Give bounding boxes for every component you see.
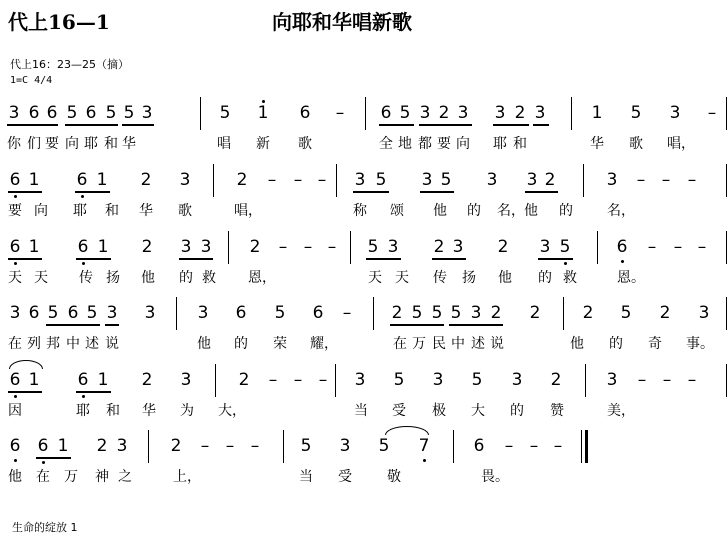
lyric: 向: [34, 203, 48, 219]
lyric: 的: [234, 336, 248, 352]
note: 2: [141, 237, 153, 257]
note: 6: [77, 370, 89, 390]
note: 3: [200, 237, 212, 257]
note: 3: [180, 370, 192, 390]
note: 6: [28, 303, 40, 323]
key-signature: 1=C 4/4: [10, 75, 53, 86]
lyric: 大，: [218, 403, 246, 419]
note: –: [637, 370, 647, 390]
lyric: 受: [338, 469, 352, 485]
note: 3: [387, 237, 399, 257]
lyric: 赞: [550, 403, 564, 419]
lyric: 他: [498, 270, 512, 286]
lyric: 和: [105, 203, 119, 219]
score-line: [0, 170, 728, 240]
lyric: 扬: [462, 270, 476, 286]
note: 3: [539, 237, 551, 257]
lyric: 地: [398, 136, 412, 152]
note: 6: [380, 103, 392, 123]
note: 3: [669, 103, 681, 123]
note: 3: [354, 370, 366, 390]
lyric: 耶: [493, 136, 507, 152]
lyric: 全: [379, 136, 393, 152]
lyric: 当: [354, 403, 368, 419]
note: 5: [411, 303, 423, 323]
beam-underline: [420, 191, 454, 193]
note: 2: [490, 303, 502, 323]
note: –: [317, 170, 327, 190]
note: 6: [299, 103, 311, 123]
lyric: 事。: [686, 336, 714, 352]
note: 1: [97, 237, 109, 257]
lyric: 传: [433, 270, 447, 286]
note: 3: [8, 103, 20, 123]
lyric: 天: [34, 270, 48, 286]
note: –: [661, 170, 671, 190]
final-bar-line-thin: [581, 430, 582, 463]
lyric: 唱，: [234, 203, 262, 219]
note: –: [647, 237, 657, 257]
octave-dot-below: [81, 195, 84, 198]
lyric: 的: [559, 203, 573, 219]
beam-underline: [419, 124, 472, 126]
note: 3: [9, 303, 21, 323]
beam-underline: [390, 324, 444, 326]
note: –: [504, 436, 514, 456]
bar-line: [585, 364, 586, 397]
lyric: 天: [395, 270, 409, 286]
note: 3: [180, 237, 192, 257]
note: –: [553, 436, 563, 456]
note: 5: [440, 170, 452, 190]
note: 3: [339, 436, 351, 456]
beam-underline: [432, 258, 466, 260]
lyric: 的: [467, 203, 481, 219]
note: 2: [238, 370, 250, 390]
lyric: 的: [609, 336, 623, 352]
lyric: 天: [8, 270, 22, 286]
note: 6: [312, 303, 324, 323]
lyric: 救: [563, 270, 577, 286]
note: 6: [46, 103, 58, 123]
lyric: 荣: [273, 336, 287, 352]
note: 6: [85, 103, 97, 123]
lyric: 他: [524, 203, 538, 219]
note: 3: [106, 303, 118, 323]
note: 3: [526, 170, 538, 190]
octave-dot-above: [262, 100, 265, 103]
octave-dot-below: [423, 459, 426, 462]
beam-underline: [8, 191, 42, 193]
beam-underline: [525, 191, 558, 193]
lyric: 他: [197, 336, 211, 352]
note: 3: [452, 237, 464, 257]
lyric: 之: [118, 469, 132, 485]
note: 5: [300, 436, 312, 456]
beam-underline: [379, 124, 414, 126]
note: 5: [559, 237, 571, 257]
lyric: 恩，: [248, 270, 276, 286]
lyric: 华: [590, 136, 604, 152]
octave-dot-below: [14, 395, 17, 398]
bar-line: [583, 164, 584, 197]
note: 2: [236, 170, 248, 190]
beam-underline: [493, 124, 529, 126]
lyric: 华: [139, 203, 153, 219]
note: –: [529, 436, 539, 456]
lyric: 因: [8, 403, 22, 419]
note: –: [636, 170, 646, 190]
bar-line: [176, 297, 177, 330]
note: 3: [470, 303, 482, 323]
note: 6: [616, 237, 628, 257]
note: 3: [494, 103, 506, 123]
note: 6: [37, 436, 49, 456]
footer-caption: 生命的绽放 1: [12, 521, 78, 534]
lyric: 神: [95, 469, 109, 485]
note: 2: [550, 370, 562, 390]
note: 3: [606, 170, 618, 190]
beam-underline: [8, 258, 42, 260]
note: 2: [433, 237, 445, 257]
note: 2: [96, 436, 108, 456]
bar-line: [453, 430, 454, 463]
note: 1: [97, 370, 109, 390]
score-line: [0, 237, 728, 307]
note: 1: [28, 237, 40, 257]
note: 6: [235, 303, 247, 323]
bar-line: [350, 231, 351, 264]
beam-underline: [449, 324, 503, 326]
lyric: 在: [8, 336, 22, 352]
bar-line: [213, 164, 214, 197]
note: 3: [534, 103, 546, 123]
note: 3: [486, 170, 498, 190]
bar-line: [597, 231, 598, 264]
lyric: 在: [36, 469, 50, 485]
note: 1: [257, 103, 269, 123]
lyric: 大: [471, 403, 485, 419]
note: 2: [514, 103, 526, 123]
note: 7: [418, 436, 430, 456]
note: 1: [591, 103, 603, 123]
lyric: 救: [202, 270, 216, 286]
octave-dot-below: [14, 262, 17, 265]
note: 2: [497, 237, 509, 257]
note: –: [267, 170, 277, 190]
lyric: 奇: [648, 336, 662, 352]
note: 5: [219, 103, 231, 123]
lyric: 耀，: [310, 336, 338, 352]
note: 5: [123, 103, 135, 123]
lyric: 的: [538, 270, 552, 286]
note: –: [200, 436, 210, 456]
note: 2: [544, 170, 556, 190]
lyric: 要: [437, 136, 451, 152]
lyric: 你: [7, 136, 21, 152]
lyric: 畏。: [481, 469, 509, 485]
beam-underline: [105, 324, 119, 326]
note: 3: [116, 436, 128, 456]
note: 5: [66, 103, 78, 123]
beam-underline: [65, 124, 118, 126]
score-line: [0, 436, 728, 506]
lyric: 他: [433, 203, 447, 219]
note: 2: [170, 436, 182, 456]
note: –: [327, 237, 337, 257]
note: 6: [77, 237, 89, 257]
octave-dot-below: [14, 459, 17, 462]
bar-line: [283, 430, 284, 463]
note: –: [687, 170, 697, 190]
lyric: 在: [393, 336, 407, 352]
lyric: 传: [79, 270, 93, 286]
note: 3: [179, 170, 191, 190]
note: –: [278, 237, 288, 257]
beam-underline: [36, 457, 71, 459]
note: –: [293, 170, 303, 190]
note: 5: [399, 103, 411, 123]
note: 5: [393, 370, 405, 390]
lyric: 列: [27, 336, 41, 352]
lyric: 美，: [607, 403, 635, 419]
lyric: 称: [353, 203, 367, 219]
note: 3: [197, 303, 209, 323]
note: 3: [606, 370, 618, 390]
lyric: 扬: [106, 270, 120, 286]
note: 2: [438, 103, 450, 123]
lyric: 万: [412, 336, 426, 352]
note: –: [335, 103, 345, 123]
lyric: 邦: [46, 336, 60, 352]
lyric: 歌: [178, 203, 192, 219]
bar-line: [726, 364, 727, 397]
bar-line: [365, 97, 366, 130]
bar-line: [571, 97, 572, 130]
score-line: [0, 303, 728, 373]
note: 3: [511, 370, 523, 390]
lyric: 上，: [173, 469, 201, 485]
note: 6: [76, 170, 88, 190]
note: –: [293, 370, 303, 390]
bar-line: [215, 364, 216, 397]
note: –: [662, 370, 672, 390]
final-bar-line-thick: [585, 430, 588, 463]
lyric: 说: [105, 336, 119, 352]
bar-line: [336, 164, 337, 197]
beam-underline: [122, 124, 154, 126]
lyric: 他: [8, 469, 22, 485]
lyric: 华: [142, 403, 156, 419]
note: 5: [47, 303, 59, 323]
lyric: 说: [490, 336, 504, 352]
note: –: [268, 370, 278, 390]
beam-underline: [533, 124, 549, 126]
lyric: 当: [299, 469, 313, 485]
note: –: [250, 436, 260, 456]
lyric: 耶: [76, 403, 90, 419]
note: 3: [698, 303, 710, 323]
lyric: 耶: [84, 136, 98, 152]
note: 5: [274, 303, 286, 323]
lyric: 和: [106, 403, 120, 419]
note: 2: [582, 303, 594, 323]
lyric: 新: [256, 136, 270, 152]
note: 6: [28, 103, 40, 123]
note: 5: [86, 303, 98, 323]
lyric: 为: [180, 403, 194, 419]
lyric: 述: [85, 336, 99, 352]
bar-line: [228, 231, 229, 264]
score-line: [0, 103, 728, 173]
octave-dot-below: [82, 395, 85, 398]
lyric: 他: [570, 336, 584, 352]
lyric: 歌: [629, 136, 643, 152]
beam-underline: [7, 124, 58, 126]
lyric: 向: [456, 136, 470, 152]
beam-underline: [75, 191, 110, 193]
lyric: 都: [418, 136, 432, 152]
note: 3: [354, 170, 366, 190]
note: 1: [96, 170, 108, 190]
song-reference-title: 代上16—1: [8, 10, 110, 34]
beam-underline: [46, 324, 100, 326]
beam-underline: [538, 258, 573, 260]
beam-underline: [76, 391, 111, 393]
scripture-reference: 代上16：23—25（摘）: [10, 58, 129, 71]
lyric: 唱，: [667, 136, 695, 152]
note: –: [318, 370, 328, 390]
song-title: 向耶和华唱新歌: [272, 10, 412, 34]
note: 5: [620, 303, 632, 323]
lyric: 天: [368, 270, 382, 286]
note: 5: [471, 370, 483, 390]
octave-dot-below: [621, 260, 624, 263]
lyric: 名，: [497, 203, 525, 219]
note: 2: [140, 170, 152, 190]
bar-line: [726, 231, 727, 264]
lyric: 中: [66, 336, 80, 352]
note: –: [697, 237, 707, 257]
bar-line: [726, 164, 727, 197]
score-line: [0, 370, 728, 440]
beam-underline: [76, 258, 111, 260]
lyric: 受: [392, 403, 406, 419]
note: 3: [141, 103, 153, 123]
lyric: 敬: [387, 469, 401, 485]
note: 3: [144, 303, 156, 323]
note: 6: [9, 370, 21, 390]
bar-line: [563, 297, 564, 330]
note: –: [225, 436, 235, 456]
note: 6: [473, 436, 485, 456]
beam-underline: [179, 258, 213, 260]
lyric: 中: [451, 336, 465, 352]
octave-dot-below: [82, 262, 85, 265]
beam-underline: [8, 391, 42, 393]
lyric: 他: [141, 270, 155, 286]
octave-dot-below: [14, 195, 17, 198]
note: 5: [375, 170, 387, 190]
note: 3: [421, 170, 433, 190]
beam-underline: [366, 258, 401, 260]
bar-line: [726, 297, 727, 330]
lyric: 要: [45, 136, 59, 152]
note: –: [687, 370, 697, 390]
note: 2: [659, 303, 671, 323]
bar-line: [335, 364, 336, 397]
note: 2: [391, 303, 403, 323]
octave-dot-below: [42, 461, 45, 464]
lyric: 的: [179, 270, 193, 286]
note: 1: [28, 370, 40, 390]
note: 1: [57, 436, 69, 456]
note: 2: [141, 370, 153, 390]
beam-underline: [353, 191, 389, 193]
lyric: 耶: [73, 203, 87, 219]
note: 3: [419, 103, 431, 123]
lyric: 民: [432, 336, 446, 352]
lyric: 述: [471, 336, 485, 352]
note: 1: [28, 170, 40, 190]
note: 5: [105, 103, 117, 123]
bar-line: [373, 297, 374, 330]
note: 6: [9, 436, 21, 456]
note: 5: [630, 103, 642, 123]
bar-line: [148, 430, 149, 463]
octave-dot-below: [564, 262, 567, 265]
lyric: 和: [513, 136, 527, 152]
lyric: 万: [64, 469, 78, 485]
note: 5: [450, 303, 462, 323]
note: 2: [249, 237, 261, 257]
lyric: 要: [8, 203, 22, 219]
lyric: 和: [104, 136, 118, 152]
lyric: 向: [65, 136, 79, 152]
note: 3: [457, 103, 469, 123]
note: 5: [378, 436, 390, 456]
note: –: [303, 237, 313, 257]
note: 2: [529, 303, 541, 323]
note: 3: [432, 370, 444, 390]
lyric: 的: [510, 403, 524, 419]
note: –: [342, 303, 352, 323]
lyric: 们: [27, 136, 41, 152]
note: 5: [367, 237, 379, 257]
bar-line: [200, 97, 201, 130]
lyric: 歌: [298, 136, 312, 152]
note: 6: [9, 237, 21, 257]
note: 5: [431, 303, 443, 323]
note: –: [673, 237, 683, 257]
lyric: 名，: [607, 203, 635, 219]
lyric: 华: [122, 136, 136, 152]
lyric: 恩。: [617, 270, 645, 286]
lyric: 颂: [390, 203, 404, 219]
note: 6: [9, 170, 21, 190]
lyric: 极: [432, 403, 446, 419]
lyric: 唱: [217, 136, 231, 152]
note: –: [707, 103, 717, 123]
note: 6: [67, 303, 79, 323]
bar-line: [726, 97, 727, 130]
